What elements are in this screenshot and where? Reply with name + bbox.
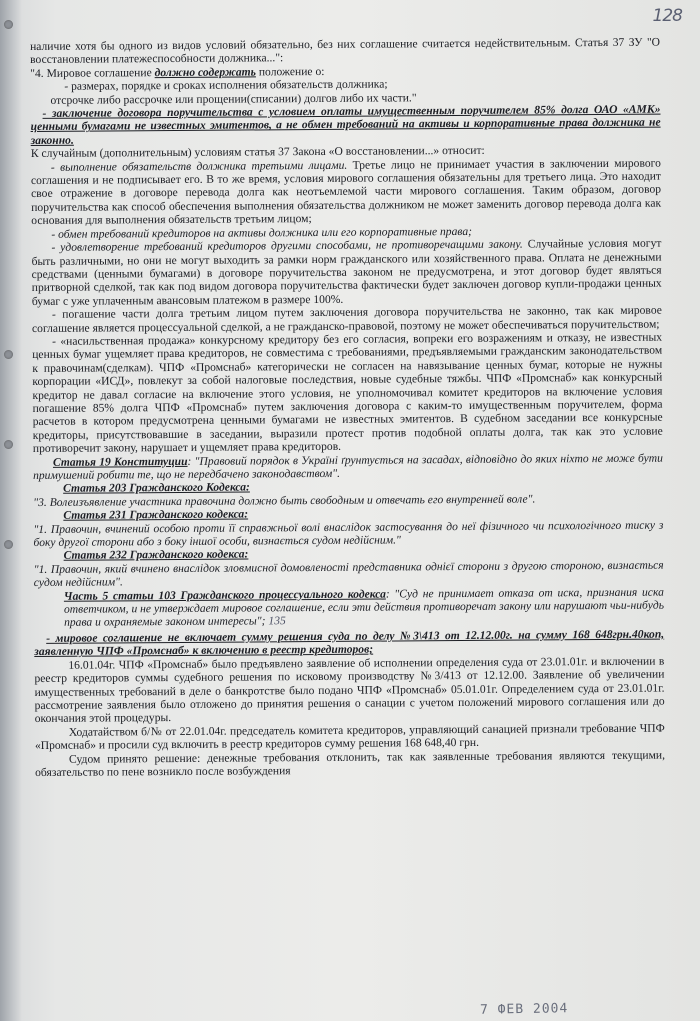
bold-statement: - мировое соглашение не включает сумму решения суда по делу №3\413 от 12.12.00г. на сумму 168 648грн.40коп, заявленную ЧПФ «Промснаб» к включению в реестр кредиторов; [34,627,665,659]
bold-statement: - заключение договора поручительства с условием оплаты имущественным поручителем 85% долга ОАО «АМК» ценными бумагами не известных эмитентов, а не обмен требований на активы и корпоративные права должника не законно. [30,102,661,147]
paragraph-text: Третье лицо не принимает участия в заключении мирового соглашения и не подписывает его. В то же время, условия мирового соглашения обязательны для третьего лица. Это находит свое отражение в договоре перевода долга как неотъемлемой части мирового соглашения. Таким образом, договор поручительства как способ обеспечения выполнения обязательства должником не может заменить договор перевода долга как основания для выполнения обязательств третьим лицом; [30,156,662,228]
paragraph: - погашение части долга третьим лицом путем заключения договора поручительства не законно, так как мировое соглашение является процессуальной сделкой, а не гражданско-правовой, поэтому не может обеспечиваться поручительством; [31,303,662,335]
paragraph: К случайным (дополнительным) условиям статья 37 Закона «О восстановлении...» относит: [30,144,485,161]
paragraph-text: положение о: [258,64,325,79]
paragraph: 16.01.04г. ЧПФ «Промснаб» было предъявлено заявление об исполнении определения суда от 23.01.01г. и включении в реестр кредиторов суммы судебного решения по исковому производству №3/413 от 12.12.00. Заявление об увеличении имущественных требований в деле о банкротстве было подано ЧПФ «Промснаб» 05.01.01г. Определением суда от 23.01.01г. рассмотрение заявления было отложено до принятия решения о санации с учетом положений мирового соглашения или до окончания этой процедуры. [34,654,665,726]
paragraph [31,237,661,308]
article-quote: "1. Правочин, який вчинено внаслідок зловмисної домовленості представника однієї сторони з другою стороною, визнається судом недійсним". [33,558,664,590]
paragraph: Ходатайством б/№ от 22.01.04г. председатель комитета кредиторов, управляющий санацией признали требование ЧПФ «Промснаб» и просили суд включить в реестр кредиторов сумму решения 168 648,40 грн. [34,721,665,753]
margin-number: 135 [268,614,286,628]
article-heading: Статья 19 Конституции [52,454,188,469]
page-binding-edge [0,0,22,1021]
punch-hole [4,540,13,549]
article-quote: : "Суд не принимает отказа от иска, признания иска ответчиком, и не утверждает мировое соглашение, если эти действия противоречат закону или нарушают чьи-нибудь права и охраняемые законом интересы"; [63,585,665,630]
paragraph [31,156,661,227]
article-quote: : "Правовий порядок в Україні ґрунтується на засадах, відповідно до яких ніхто не може бути примушений робити те, що не передбачено законодавством". [32,451,663,482]
paragraph-text: Случайные условия могут быть различными, но они не могут выходить за рамки норм гражданского или хозяйственного права. Оплата не денежными средствами (ценными бумагами) в договоре поручительства законом не предусмотрена, и этот договор будет являться притворной сделкой, так как под видом договора поручительства фактически будет заключен договор купли-продажи ценных бумаг с уже уплаченным авансовым платежом в размере 100%. [31,236,662,308]
paragraph: - «насильственная продажа» конкурсному кредитору без его согласия, вопреки его возражениям и отказу, не известных ценных бумаг ущемляет права кредиторов, не совместима с требованиями, предъявляемыми гражданским законодательством к правочинам(сделкам). ЧПФ «Промснаб» категорически не согласен на навязывание ценных бумаг, которые не нужны корпорации «ИСД», повлекут за собой налоговые последствия, новые судебные тяжбы. ЧПФ «Промснаб» как конкурсный кредитор не давал согласие на включение этого условия, не уполномочивал комитет кредиторов на включение условия погашение 85% долга ЧПФ «Промснаб» путем заключения договора с каким-то имущественным поручителем, форма расчетов в котором предусмотрена ценными бумагами не известных эмитентов. В судебном заседании все конкурсные кредиторы, присутствовавшие в заседании, выразили протест против подобной оплаты долга, так как это условие противоречит закону, нарушает и ущемляет права кредиторов. [32,330,663,456]
emphasis-text: - выполнение обязательств должника третьими лицами. [50,158,348,174]
article-heading: Статья 232 Гражданского кодекса: [63,547,249,563]
article-heading: Статья 203 Гражданского Кодекса: [63,480,250,496]
paragraph: наличие хотя бы одного из видов условий обязательно, без них соглашение считается недействительным. Статья 37 ЗУ "О восстановлении платежеспособности должника...": [30,35,661,67]
article-quote: "3. Волеизъявление участника правочина должно быть свободным и отвечать его внутренней воле". [33,492,536,509]
document-body [30,36,665,780]
list-item: отсрочке либо рассрочке или прощении(списании) долгов либо их части." [50,90,417,107]
article-quote: "1. Правочин, вчинений особою проти її справжньої волі внаслідок застосування до неї фізичного чи психологічного тиску з боку другої сторони або з боку іншої особи, визнається судом недійсним." [33,518,664,550]
punch-hole [4,350,13,359]
punch-hole [4,440,13,449]
punch-hole [4,20,13,29]
emphasis-text: должно содержать [154,65,256,79]
article-heading: Статья 231 Гражданского кодекса: [63,507,249,522]
emphasis-text: - удовлетворение требований кредиторов другими способами, не противоречащими закону. [51,237,523,254]
paragraph: Судом принято решение: денежные требования отклонить, так как заявленные требования являются текущими, обязательство по пене возникло после возбуждения [35,748,666,779]
list-item: - обмен требований кредиторов на активы должника или его корпоративные права; [51,224,473,241]
article-heading: Часть 5 статьи 103 Гражданского процессуального кодекса [63,587,386,603]
list-item: - размерах, порядке и сроках исполнения обязательств должника; [64,77,388,93]
date-stamp: 7 ФЕВ 2004 [479,1001,569,1018]
article-citation [64,585,664,629]
paragraph-text: "4. Мировое соглашение [30,65,152,80]
handwritten-page-number: 128 [652,6,682,26]
